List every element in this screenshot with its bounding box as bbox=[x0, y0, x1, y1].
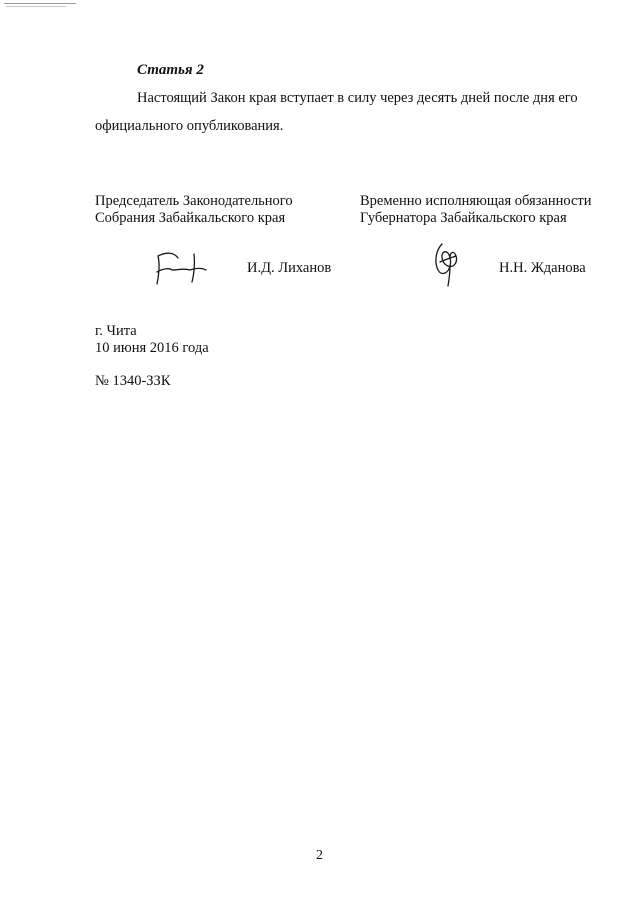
left-signatory-title-line-2: Собрания Забайкальского края bbox=[95, 210, 286, 226]
issuance-place: г. Чита bbox=[95, 323, 137, 339]
left-signatory-title-line-1: Председатель Законодательного bbox=[95, 193, 293, 209]
scan-edge-line bbox=[6, 6, 66, 7]
page-number: 2 bbox=[316, 848, 323, 863]
article-text-line-1: Настоящий Закон края вступает в силу через десять дней после дня его bbox=[137, 90, 578, 106]
issuance-date: 10 июня 2016 года bbox=[95, 340, 209, 356]
article-text-line-2: официального опубликования. bbox=[95, 118, 284, 134]
right-handwritten-signature bbox=[428, 240, 464, 288]
article-heading: Статья 2 bbox=[137, 62, 204, 78]
law-number: № 1340-ЗЗК bbox=[95, 373, 171, 389]
left-handwritten-signature bbox=[148, 248, 210, 288]
right-signatory-title-line-1: Временно исполняющая обязанности bbox=[360, 193, 592, 209]
scan-edge-line bbox=[4, 3, 76, 4]
right-signatory-name: Н.Н. Жданова bbox=[499, 260, 586, 276]
right-signatory-title-line-2: Губернатора Забайкальского края bbox=[360, 210, 567, 226]
left-signatory-name: И.Д. Лиханов bbox=[247, 260, 332, 276]
